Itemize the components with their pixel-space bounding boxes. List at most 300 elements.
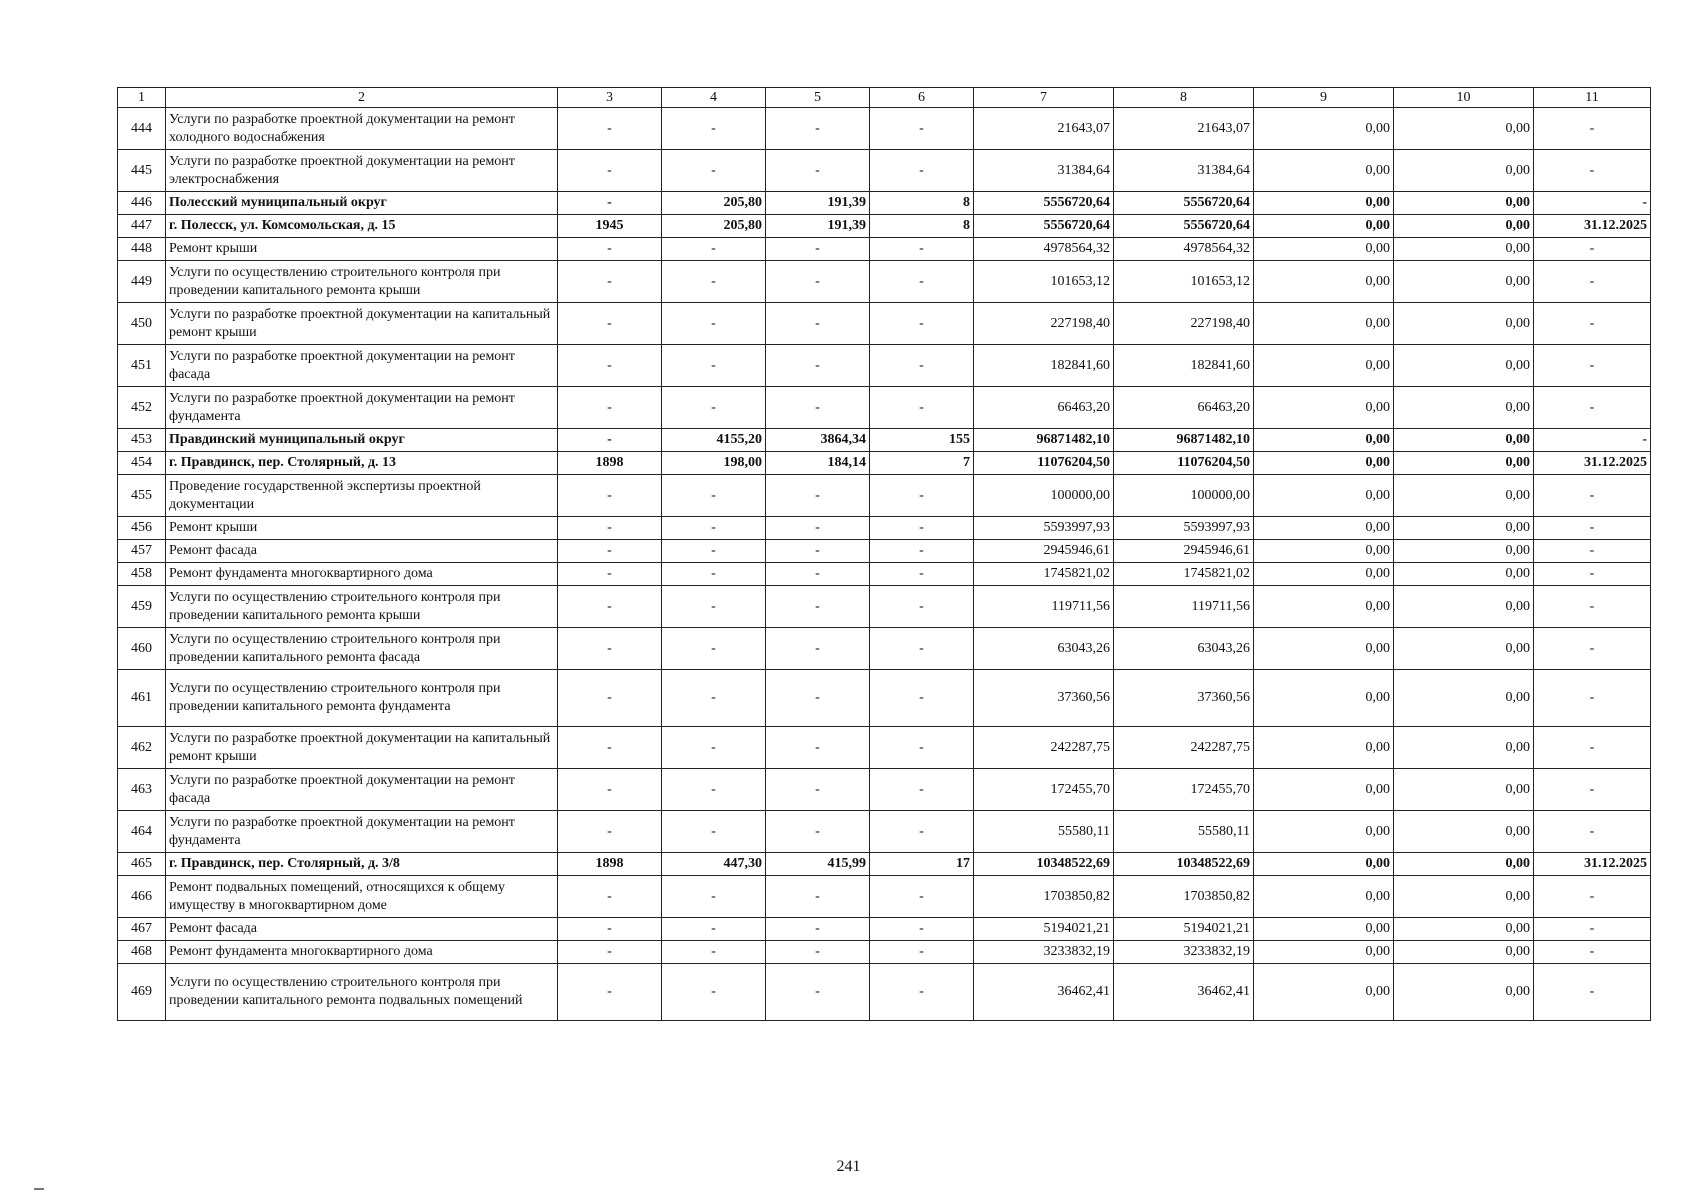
value-cell-8: 31384,64 [1114, 150, 1254, 192]
value-cell-8: 63043,26 [1114, 628, 1254, 670]
table-row [118, 918, 1651, 941]
value-cell-8: 10348522,69 [1114, 853, 1254, 876]
value-cell-9: 0,00 [1254, 727, 1394, 769]
value-cell-7: 5556720,64 [974, 192, 1114, 215]
row-number-cell: 447 [118, 215, 166, 238]
work-name-cell: Ремонт подвальных помещений, относящихся к общему имуществу в многоквартирном доме [166, 876, 558, 918]
value-cell-3: - [558, 108, 662, 150]
value-cell-11: - [1534, 964, 1651, 1021]
value-cell-11: - [1534, 475, 1651, 517]
value-cell-4: - [662, 517, 766, 540]
value-cell-6: 17 [870, 853, 974, 876]
value-cell-4: - [662, 108, 766, 150]
value-cell-8: 5593997,93 [1114, 517, 1254, 540]
row-number-cell: 461 [118, 670, 166, 727]
value-cell-4: - [662, 475, 766, 517]
value-cell-4: - [662, 811, 766, 853]
value-cell-9: 0,00 [1254, 540, 1394, 563]
value-cell-6: - [870, 563, 974, 586]
value-cell-8: 96871482,10 [1114, 429, 1254, 452]
row-number-cell: 444 [118, 108, 166, 150]
table-row [118, 964, 1651, 1021]
value-cell-8: 182841,60 [1114, 345, 1254, 387]
work-name-cell: Услуги по осуществлению строительного контроля при проведении капитального ремонта крыши [166, 586, 558, 628]
value-cell-3: - [558, 387, 662, 429]
value-cell-4: - [662, 387, 766, 429]
table-row [118, 586, 1651, 628]
column-number: 6 [870, 88, 974, 108]
work-name-cell: Услуги по осуществлению строительного контроля при проведении капитального ремонта фасада [166, 628, 558, 670]
value-cell-7: 119711,56 [974, 586, 1114, 628]
value-cell-7: 182841,60 [974, 345, 1114, 387]
table-row [118, 238, 1651, 261]
work-name-cell: г. Полесск, ул. Комсомольская, д. 15 [166, 215, 558, 238]
value-cell-6: 8 [870, 215, 974, 238]
value-cell-5: - [766, 811, 870, 853]
table-row [118, 628, 1651, 670]
work-name-cell: Полесский муниципальный округ [166, 192, 558, 215]
value-cell-10: 0,00 [1394, 192, 1534, 215]
row-number-cell: 448 [118, 238, 166, 261]
work-name-cell: Услуги по разработке проектной документации на капитальный ремонт крыши [166, 727, 558, 769]
value-cell-6: - [870, 540, 974, 563]
value-cell-6: - [870, 727, 974, 769]
column-number: 10 [1394, 88, 1534, 108]
value-cell-6: - [870, 876, 974, 918]
value-cell-11: 31.12.2025 [1534, 215, 1651, 238]
value-cell-7: 1703850,82 [974, 876, 1114, 918]
value-cell-9: 0,00 [1254, 586, 1394, 628]
value-cell-10: 0,00 [1394, 215, 1534, 238]
row-number-cell: 454 [118, 452, 166, 475]
value-cell-4: - [662, 563, 766, 586]
value-cell-4: - [662, 628, 766, 670]
value-cell-6: 7 [870, 452, 974, 475]
column-number: 2 [166, 88, 558, 108]
row-number-cell: 453 [118, 429, 166, 452]
value-cell-11: - [1534, 941, 1651, 964]
value-cell-5: - [766, 540, 870, 563]
table-row [118, 452, 1651, 475]
work-name-cell: Услуги по осуществлению строительного контроля при проведении капитального ремонта подвальных помещений [166, 964, 558, 1021]
value-cell-3: - [558, 345, 662, 387]
row-number-cell: 466 [118, 876, 166, 918]
value-cell-8: 4978564,32 [1114, 238, 1254, 261]
value-cell-9: 0,00 [1254, 387, 1394, 429]
value-cell-11: - [1534, 429, 1651, 452]
value-cell-3: - [558, 238, 662, 261]
work-name-cell: Ремонт фасада [166, 540, 558, 563]
value-cell-4: - [662, 303, 766, 345]
page-number: 241 [836, 1158, 861, 1175]
value-cell-11: - [1534, 192, 1651, 215]
value-cell-11: - [1534, 727, 1651, 769]
value-cell-5: - [766, 475, 870, 517]
value-cell-7: 100000,00 [974, 475, 1114, 517]
value-cell-11: 31.12.2025 [1534, 853, 1651, 876]
value-cell-5: - [766, 918, 870, 941]
row-number-cell: 458 [118, 563, 166, 586]
value-cell-4: 198,00 [662, 452, 766, 475]
row-number-cell: 446 [118, 192, 166, 215]
value-cell-3: - [558, 811, 662, 853]
value-cell-3: - [558, 540, 662, 563]
value-cell-5: - [766, 769, 870, 811]
value-cell-7: 227198,40 [974, 303, 1114, 345]
value-cell-7: 66463,20 [974, 387, 1114, 429]
column-number: 3 [558, 88, 662, 108]
value-cell-9: 0,00 [1254, 964, 1394, 1021]
value-cell-10: 0,00 [1394, 918, 1534, 941]
value-cell-3: - [558, 261, 662, 303]
value-cell-6: 8 [870, 192, 974, 215]
table-row [118, 727, 1651, 769]
value-cell-11: - [1534, 628, 1651, 670]
value-cell-4: 447,30 [662, 853, 766, 876]
scan-speck [34, 1188, 44, 1190]
value-cell-4: - [662, 964, 766, 1021]
value-cell-4: - [662, 238, 766, 261]
value-cell-8: 37360,56 [1114, 670, 1254, 727]
value-cell-10: 0,00 [1394, 517, 1534, 540]
column-number: 11 [1534, 88, 1651, 108]
value-cell-11: - [1534, 517, 1651, 540]
value-cell-3: - [558, 769, 662, 811]
value-cell-11: - [1534, 108, 1651, 150]
value-cell-10: 0,00 [1394, 303, 1534, 345]
value-cell-10: 0,00 [1394, 670, 1534, 727]
value-cell-3: - [558, 517, 662, 540]
value-cell-9: 0,00 [1254, 429, 1394, 452]
value-cell-3: - [558, 586, 662, 628]
value-cell-10: 0,00 [1394, 563, 1534, 586]
value-cell-6: - [870, 964, 974, 1021]
table-row [118, 261, 1651, 303]
value-cell-9: 0,00 [1254, 452, 1394, 475]
value-cell-4: 4155,20 [662, 429, 766, 452]
value-cell-9: 0,00 [1254, 261, 1394, 303]
value-cell-5: - [766, 150, 870, 192]
value-cell-4: - [662, 540, 766, 563]
value-cell-7: 21643,07 [974, 108, 1114, 150]
value-cell-3: - [558, 918, 662, 941]
value-cell-7: 5194021,21 [974, 918, 1114, 941]
value-cell-5: - [766, 238, 870, 261]
table-row [118, 853, 1651, 876]
work-name-cell: Ремонт фасада [166, 918, 558, 941]
value-cell-5: 3864,34 [766, 429, 870, 452]
value-cell-6: - [870, 628, 974, 670]
value-cell-6: - [870, 769, 974, 811]
value-cell-5: 415,99 [766, 853, 870, 876]
value-cell-3: - [558, 563, 662, 586]
value-cell-8: 66463,20 [1114, 387, 1254, 429]
value-cell-9: 0,00 [1254, 811, 1394, 853]
row-number-cell: 463 [118, 769, 166, 811]
row-number-cell: 467 [118, 918, 166, 941]
work-name-cell: г. Правдинск, пер. Столярный, д. 3/8 [166, 853, 558, 876]
value-cell-9: 0,00 [1254, 303, 1394, 345]
value-cell-4: - [662, 261, 766, 303]
value-cell-5: 184,14 [766, 452, 870, 475]
value-cell-4: - [662, 150, 766, 192]
value-cell-9: 0,00 [1254, 215, 1394, 238]
row-number-cell: 462 [118, 727, 166, 769]
value-cell-11: - [1534, 238, 1651, 261]
value-cell-11: - [1534, 261, 1651, 303]
value-cell-4: - [662, 670, 766, 727]
value-cell-7: 31384,64 [974, 150, 1114, 192]
value-cell-7: 36462,41 [974, 964, 1114, 1021]
value-cell-5: - [766, 345, 870, 387]
value-cell-11: - [1534, 387, 1651, 429]
value-cell-6: - [870, 586, 974, 628]
value-cell-9: 0,00 [1254, 670, 1394, 727]
table-row [118, 215, 1651, 238]
work-name-cell: Услуги по разработке проектной документации на ремонт фасада [166, 769, 558, 811]
value-cell-9: 0,00 [1254, 853, 1394, 876]
value-cell-11: - [1534, 876, 1651, 918]
value-cell-8: 172455,70 [1114, 769, 1254, 811]
value-cell-5: - [766, 586, 870, 628]
value-cell-5: - [766, 628, 870, 670]
work-name-cell: Ремонт крыши [166, 238, 558, 261]
value-cell-4: 205,80 [662, 215, 766, 238]
value-cell-9: 0,00 [1254, 876, 1394, 918]
value-cell-5: 191,39 [766, 192, 870, 215]
value-cell-9: 0,00 [1254, 345, 1394, 387]
value-cell-3: - [558, 475, 662, 517]
value-cell-4: - [662, 727, 766, 769]
value-cell-5: - [766, 670, 870, 727]
column-number: 9 [1254, 88, 1394, 108]
column-number: 4 [662, 88, 766, 108]
row-number-cell: 455 [118, 475, 166, 517]
value-cell-11: - [1534, 670, 1651, 727]
work-name-cell: Услуги по разработке проектной документации на ремонт холодного водоснабжения [166, 108, 558, 150]
value-cell-7: 5593997,93 [974, 517, 1114, 540]
value-cell-4: 205,80 [662, 192, 766, 215]
value-cell-9: 0,00 [1254, 475, 1394, 517]
table-row [118, 563, 1651, 586]
row-number-cell: 451 [118, 345, 166, 387]
value-cell-9: 0,00 [1254, 238, 1394, 261]
value-cell-6: - [870, 387, 974, 429]
work-name-cell: Ремонт фундамента многоквартирного дома [166, 941, 558, 964]
value-cell-10: 0,00 [1394, 876, 1534, 918]
value-cell-3: 1898 [558, 853, 662, 876]
column-number: 1 [118, 88, 166, 108]
value-cell-7: 2945946,61 [974, 540, 1114, 563]
value-cell-8: 55580,11 [1114, 811, 1254, 853]
value-cell-10: 0,00 [1394, 941, 1534, 964]
value-cell-7: 63043,26 [974, 628, 1114, 670]
value-cell-8: 3233832,19 [1114, 941, 1254, 964]
value-cell-7: 5556720,64 [974, 215, 1114, 238]
work-name-cell: Услуги по разработке проектной документации на ремонт фундамента [166, 811, 558, 853]
value-cell-7: 172455,70 [974, 769, 1114, 811]
value-cell-6: - [870, 345, 974, 387]
value-cell-6: - [870, 918, 974, 941]
table-row [118, 769, 1651, 811]
value-cell-9: 0,00 [1254, 918, 1394, 941]
value-cell-11: - [1534, 540, 1651, 563]
value-cell-4: - [662, 876, 766, 918]
value-cell-4: - [662, 941, 766, 964]
column-number: 8 [1114, 88, 1254, 108]
value-cell-8: 119711,56 [1114, 586, 1254, 628]
value-cell-9: 0,00 [1254, 563, 1394, 586]
value-cell-6: - [870, 261, 974, 303]
row-number-cell: 465 [118, 853, 166, 876]
value-cell-8: 36462,41 [1114, 964, 1254, 1021]
value-cell-7: 11076204,50 [974, 452, 1114, 475]
value-cell-3: - [558, 303, 662, 345]
value-cell-8: 5194021,21 [1114, 918, 1254, 941]
value-cell-4: - [662, 345, 766, 387]
value-cell-8: 11076204,50 [1114, 452, 1254, 475]
row-number-cell: 459 [118, 586, 166, 628]
value-cell-5: - [766, 563, 870, 586]
table-row [118, 150, 1651, 192]
value-cell-10: 0,00 [1394, 811, 1534, 853]
value-cell-5: - [766, 876, 870, 918]
value-cell-3: - [558, 964, 662, 1021]
value-cell-5: - [766, 108, 870, 150]
value-cell-10: 0,00 [1394, 429, 1534, 452]
row-number-cell: 452 [118, 387, 166, 429]
table-row [118, 108, 1651, 150]
value-cell-10: 0,00 [1394, 345, 1534, 387]
value-cell-5: - [766, 517, 870, 540]
value-cell-10: 0,00 [1394, 452, 1534, 475]
value-cell-3: 1898 [558, 452, 662, 475]
value-cell-6: - [870, 303, 974, 345]
value-cell-9: 0,00 [1254, 150, 1394, 192]
value-cell-11: - [1534, 811, 1651, 853]
value-cell-8: 101653,12 [1114, 261, 1254, 303]
table-row [118, 475, 1651, 517]
value-cell-11: - [1534, 586, 1651, 628]
value-cell-6: - [870, 811, 974, 853]
work-name-cell: г. Правдинск, пер. Столярный, д. 13 [166, 452, 558, 475]
value-cell-6: 155 [870, 429, 974, 452]
value-cell-10: 0,00 [1394, 853, 1534, 876]
value-cell-5: - [766, 941, 870, 964]
value-cell-5: - [766, 727, 870, 769]
table-row [118, 941, 1651, 964]
value-cell-6: - [870, 517, 974, 540]
value-cell-3: - [558, 429, 662, 452]
value-cell-7: 55580,11 [974, 811, 1114, 853]
column-number: 7 [974, 88, 1114, 108]
table-row [118, 540, 1651, 563]
data-table [117, 87, 1651, 1021]
value-cell-8: 1703850,82 [1114, 876, 1254, 918]
value-cell-3: - [558, 192, 662, 215]
value-cell-8: 242287,75 [1114, 727, 1254, 769]
work-name-cell: Правдинский муниципальный округ [166, 429, 558, 452]
table-row [118, 192, 1651, 215]
value-cell-5: - [766, 964, 870, 1021]
value-cell-3: - [558, 876, 662, 918]
value-cell-9: 0,00 [1254, 108, 1394, 150]
work-name-cell: Услуги по разработке проектной документации на ремонт фундамента [166, 387, 558, 429]
value-cell-9: 0,00 [1254, 769, 1394, 811]
row-number-cell: 450 [118, 303, 166, 345]
value-cell-8: 21643,07 [1114, 108, 1254, 150]
value-cell-7: 242287,75 [974, 727, 1114, 769]
value-cell-9: 0,00 [1254, 192, 1394, 215]
value-cell-11: - [1534, 345, 1651, 387]
value-cell-8: 5556720,64 [1114, 192, 1254, 215]
value-cell-8: 2945946,61 [1114, 540, 1254, 563]
column-number-row [118, 88, 1651, 108]
row-number-cell: 469 [118, 964, 166, 1021]
value-cell-7: 37360,56 [974, 670, 1114, 727]
row-number-cell: 445 [118, 150, 166, 192]
value-cell-4: - [662, 769, 766, 811]
table-row [118, 429, 1651, 452]
value-cell-10: 0,00 [1394, 238, 1534, 261]
work-name-cell: Услуги по осуществлению строительного контроля при проведении капитального ремонта крыши [166, 261, 558, 303]
row-number-cell: 468 [118, 941, 166, 964]
value-cell-5: - [766, 387, 870, 429]
value-cell-6: - [870, 670, 974, 727]
value-cell-9: 0,00 [1254, 628, 1394, 670]
table-row [118, 517, 1651, 540]
value-cell-10: 0,00 [1394, 727, 1534, 769]
value-cell-5: 191,39 [766, 215, 870, 238]
value-cell-10: 0,00 [1394, 628, 1534, 670]
value-cell-11: - [1534, 918, 1651, 941]
value-cell-10: 0,00 [1394, 108, 1534, 150]
row-number-cell: 449 [118, 261, 166, 303]
work-name-cell: Ремонт крыши [166, 517, 558, 540]
value-cell-3: 1945 [558, 215, 662, 238]
value-cell-4: - [662, 918, 766, 941]
value-cell-7: 10348522,69 [974, 853, 1114, 876]
value-cell-6: - [870, 941, 974, 964]
value-cell-10: 0,00 [1394, 475, 1534, 517]
row-number-cell: 457 [118, 540, 166, 563]
value-cell-10: 0,00 [1394, 769, 1534, 811]
column-number: 5 [766, 88, 870, 108]
value-cell-5: - [766, 261, 870, 303]
table-body [118, 108, 1651, 1021]
value-cell-11: - [1534, 769, 1651, 811]
value-cell-3: - [558, 727, 662, 769]
row-number-cell: 460 [118, 628, 166, 670]
value-cell-6: - [870, 150, 974, 192]
value-cell-4: - [662, 586, 766, 628]
table-row [118, 811, 1651, 853]
work-name-cell: Проведение государственной экспертизы проектной документации [166, 475, 558, 517]
value-cell-10: 0,00 [1394, 586, 1534, 628]
value-cell-9: 0,00 [1254, 941, 1394, 964]
value-cell-5: - [766, 303, 870, 345]
value-cell-7: 96871482,10 [974, 429, 1114, 452]
table-row [118, 876, 1651, 918]
value-cell-7: 3233832,19 [974, 941, 1114, 964]
value-cell-7: 1745821,02 [974, 563, 1114, 586]
value-cell-11: 31.12.2025 [1534, 452, 1651, 475]
row-number-cell: 456 [118, 517, 166, 540]
value-cell-6: - [870, 108, 974, 150]
value-cell-8: 5556720,64 [1114, 215, 1254, 238]
value-cell-3: - [558, 150, 662, 192]
row-number-cell: 464 [118, 811, 166, 853]
